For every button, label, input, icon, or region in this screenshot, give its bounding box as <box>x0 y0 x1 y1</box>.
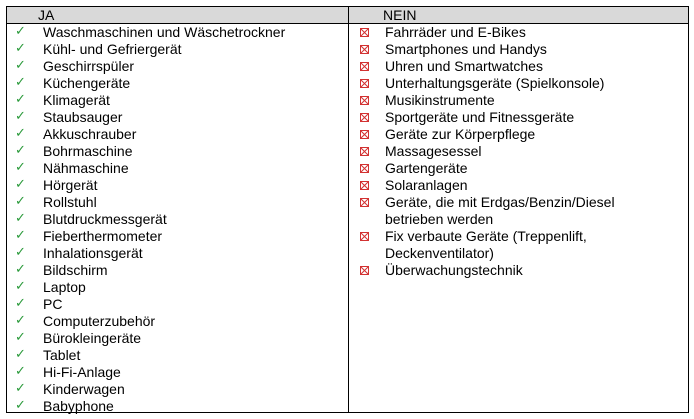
yes-item-label: Babyphone <box>43 398 114 414</box>
yes-item-label: Akkuschrauber <box>43 126 137 142</box>
check-marker <box>7 330 43 347</box>
no-item-label: Musikinstrumente <box>385 92 495 108</box>
check-icon: ✓ <box>15 364 26 379</box>
check-icon: ✓ <box>15 160 26 175</box>
x-box-icon <box>360 45 369 54</box>
check-marker <box>7 58 43 75</box>
eligibility-table <box>6 6 689 413</box>
yes-list-item <box>7 296 348 313</box>
cross-marker <box>349 126 385 143</box>
no-list-item <box>349 109 688 126</box>
yes-item-label: Küchengeräte <box>43 75 131 91</box>
yes-item-label: Laptop <box>43 279 86 295</box>
cross-marker <box>349 41 385 58</box>
yes-list-item <box>7 245 348 262</box>
yes-item-label: Bildschirm <box>43 262 108 278</box>
check-icon: ✓ <box>15 75 26 90</box>
check-icon: ✓ <box>15 126 26 141</box>
check-marker <box>7 126 43 143</box>
no-item-label: Unterhaltungsgeräte (Spielkonsole) <box>385 75 605 91</box>
yes-item-label: Hörgerät <box>43 177 98 193</box>
check-icon: ✓ <box>15 381 26 396</box>
yes-list-item <box>7 58 348 75</box>
yes-item-label: Rollstuhl <box>43 194 97 210</box>
check-icon: ✓ <box>15 228 26 243</box>
check-icon: ✓ <box>15 143 26 158</box>
check-marker <box>7 279 43 296</box>
cross-marker <box>349 262 385 279</box>
check-marker <box>7 177 43 194</box>
yes-list <box>7 24 348 415</box>
check-marker <box>7 245 43 262</box>
cross-marker <box>349 160 385 177</box>
check-marker <box>7 364 43 381</box>
x-box-icon <box>360 79 369 88</box>
cross-marker <box>349 177 385 194</box>
no-item-label: Geräte, die mit Erdgas/Benzin/Diesel betrieben werden <box>385 194 615 227</box>
no-item-label: Fix verbaute Geräte (Treppenlift, Deckenventilator) <box>385 228 587 261</box>
yes-list-item <box>7 109 348 126</box>
yes-item-label: Nähmaschine <box>43 160 129 176</box>
x-box-icon <box>360 130 369 139</box>
yes-list-item <box>7 228 348 245</box>
no-list <box>349 24 688 279</box>
check-marker <box>7 109 43 126</box>
yes-item-label: Geschirrspüler <box>43 58 135 74</box>
yes-item-label: Kühl- und Gefriergerät <box>43 41 182 57</box>
yes-item-label: Computerzubehör <box>43 313 156 329</box>
cross-marker <box>349 109 385 126</box>
no-list-item <box>349 75 688 92</box>
no-column <box>349 7 688 412</box>
check-marker <box>7 92 43 109</box>
check-marker <box>7 262 43 279</box>
cross-marker <box>349 75 385 92</box>
yes-list-item <box>7 330 348 347</box>
x-box-icon <box>360 198 369 207</box>
check-icon: ✓ <box>15 296 26 311</box>
no-item-label: Solaranlagen <box>385 177 468 193</box>
no-list-item <box>349 41 688 58</box>
yes-list-item <box>7 347 348 364</box>
x-box-icon <box>360 62 369 71</box>
check-marker <box>7 211 43 228</box>
check-marker <box>7 41 43 58</box>
check-icon: ✓ <box>15 211 26 226</box>
yes-item-label: Blutdruckmessgerät <box>43 211 167 227</box>
no-item-label: Überwachungstechnik <box>385 262 523 278</box>
yes-item-label: Tablet <box>43 347 81 363</box>
yes-item-label: Waschmaschinen und Wäschetrockner <box>43 24 286 40</box>
no-column-header: NEIN <box>349 7 688 24</box>
no-list-item <box>349 58 688 75</box>
yes-list-item <box>7 24 348 41</box>
yes-list-item <box>7 313 348 330</box>
no-item-label: Smartphones und Handys <box>385 41 547 57</box>
no-item-label: Massagesessel <box>385 143 482 159</box>
no-item-label: Uhren und Smartwatches <box>385 58 543 74</box>
no-list-item <box>349 177 688 194</box>
check-icon: ✓ <box>15 330 26 345</box>
check-icon: ✓ <box>15 177 26 192</box>
no-list-item <box>349 92 688 109</box>
check-marker <box>7 347 43 364</box>
check-marker <box>7 313 43 330</box>
x-box-icon <box>360 232 369 241</box>
check-marker <box>7 398 43 415</box>
yes-item-label: PC <box>43 296 63 312</box>
check-icon: ✓ <box>15 245 26 260</box>
cross-marker <box>349 58 385 75</box>
no-list-item <box>349 24 688 41</box>
no-item-label: Sportgeräte und Fitnessgeräte <box>385 109 575 125</box>
x-box-icon <box>360 266 369 275</box>
check-marker <box>7 228 43 245</box>
no-list-item <box>349 160 688 177</box>
yes-list-item <box>7 381 348 398</box>
no-list-item <box>349 262 688 279</box>
yes-list-item <box>7 211 348 228</box>
check-icon: ✓ <box>15 262 26 277</box>
x-box-icon <box>360 96 369 105</box>
x-box-icon <box>360 113 369 122</box>
cross-marker <box>349 92 385 109</box>
check-marker <box>7 24 43 41</box>
yes-list-item <box>7 75 348 92</box>
yes-item-label: Bohrmaschine <box>43 143 133 159</box>
check-icon: ✓ <box>15 109 26 124</box>
x-box-icon <box>360 164 369 173</box>
check-marker <box>7 143 43 160</box>
yes-list-item <box>7 160 348 177</box>
yes-list-item <box>7 398 348 415</box>
yes-item-label: Bürokleingeräte <box>43 330 142 346</box>
check-icon: ✓ <box>15 279 26 294</box>
yes-item-label: Kinderwagen <box>43 381 125 397</box>
x-box-icon <box>360 147 369 156</box>
yes-list-item <box>7 364 348 381</box>
yes-item-label: Klimagerät <box>43 92 110 108</box>
check-marker <box>7 160 43 177</box>
yes-item-label: Hi-Fi-Anlage <box>43 364 121 380</box>
no-list-item <box>349 194 688 228</box>
no-list-item <box>349 126 688 143</box>
yes-list-item <box>7 41 348 58</box>
yes-item-label: Staubsauger <box>43 109 123 125</box>
yes-item-label: Fieberthermometer <box>43 228 163 244</box>
check-icon: ✓ <box>15 58 26 73</box>
cross-marker <box>349 194 385 211</box>
cross-marker <box>349 228 385 245</box>
check-icon: ✓ <box>15 398 26 413</box>
cross-marker <box>349 24 385 41</box>
no-item-label: Gartengeräte <box>385 160 468 176</box>
check-icon: ✓ <box>15 194 26 209</box>
x-box-icon <box>360 28 369 37</box>
yes-column <box>7 7 349 412</box>
yes-list-item <box>7 143 348 160</box>
check-marker <box>7 381 43 398</box>
check-icon: ✓ <box>15 92 26 107</box>
no-item-label: Fahrräder und E-Bikes <box>385 24 526 40</box>
no-list-item <box>349 228 688 262</box>
x-box-icon <box>360 181 369 190</box>
yes-list-item <box>7 92 348 109</box>
check-icon: ✓ <box>15 313 26 328</box>
check-marker <box>7 75 43 92</box>
yes-list-item <box>7 279 348 296</box>
yes-item-label: Inhalationsgerät <box>43 245 143 261</box>
no-item-label: Geräte zur Körperpflege <box>385 126 536 142</box>
check-icon: ✓ <box>15 24 26 39</box>
yes-list-item <box>7 126 348 143</box>
cross-marker <box>349 143 385 160</box>
check-marker <box>7 296 43 313</box>
check-marker <box>7 194 43 211</box>
no-list-item <box>349 143 688 160</box>
check-icon: ✓ <box>15 41 26 56</box>
check-icon: ✓ <box>15 347 26 362</box>
yes-column-header: JA <box>7 7 348 24</box>
yes-list-item <box>7 262 348 279</box>
yes-list-item <box>7 177 348 194</box>
yes-list-item <box>7 194 348 211</box>
